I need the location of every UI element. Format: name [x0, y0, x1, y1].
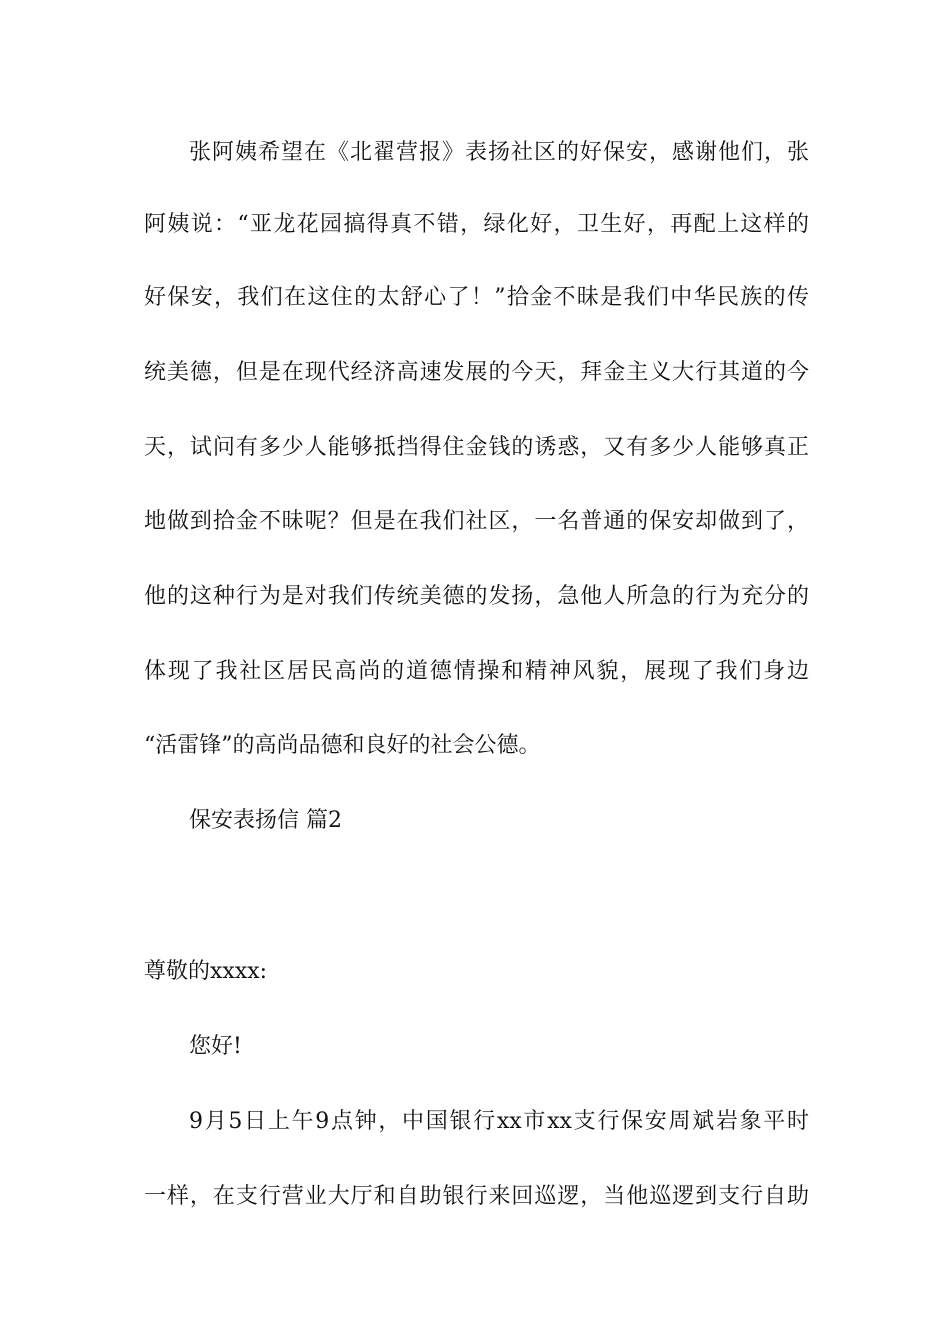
paragraph-line: 天，试问有多少人能够抵挡得住金钱的诱惑，又有多少人能够真正: [144, 435, 809, 460]
greeting: 您好!: [189, 1034, 242, 1059]
paragraph-line: 好保安，我们在这住的太舒心了！”拾金不昧是我们中华民族的传: [144, 285, 809, 310]
paragraph-line: 他的这种行为是对我们传统美德的发扬，急他人所急的行为充分的: [144, 584, 809, 609]
paragraph-line: 9月5日上午9点钟，中国银行xx市xx支行保安周斌岩象平时: [189, 1109, 809, 1134]
section-heading: 保安表扬信 篇2: [189, 808, 342, 833]
paragraph-line: 张阿姨希望在《北翟营报》表扬社区的好保安，感谢他们，张: [189, 140, 809, 165]
paragraph-line: 阿姨说：“亚龙花园搞得真不错，绿化好，卫生好，再配上这样的: [144, 212, 809, 237]
paragraph-line: 统美德，但是在现代经济高速发展的今天，拜金主义大行其道的今: [144, 360, 809, 385]
salutation: 尊敬的xxxx:: [144, 959, 268, 984]
paragraph-line: 一样，在支行营业大厅和自助银行来回巡逻，当他巡逻到支行自助: [144, 1184, 809, 1209]
paragraph-line: 地做到拾金不昧呢？但是在我们社区，一名普通的保安却做到了，: [144, 509, 809, 534]
paragraph-line: 体现了我社区居民高尚的道德情操和精神风貌，展现了我们身边: [144, 659, 809, 684]
paragraph-line-last: “活雷锋”的高尚品德和良好的社会公德。: [144, 733, 541, 758]
